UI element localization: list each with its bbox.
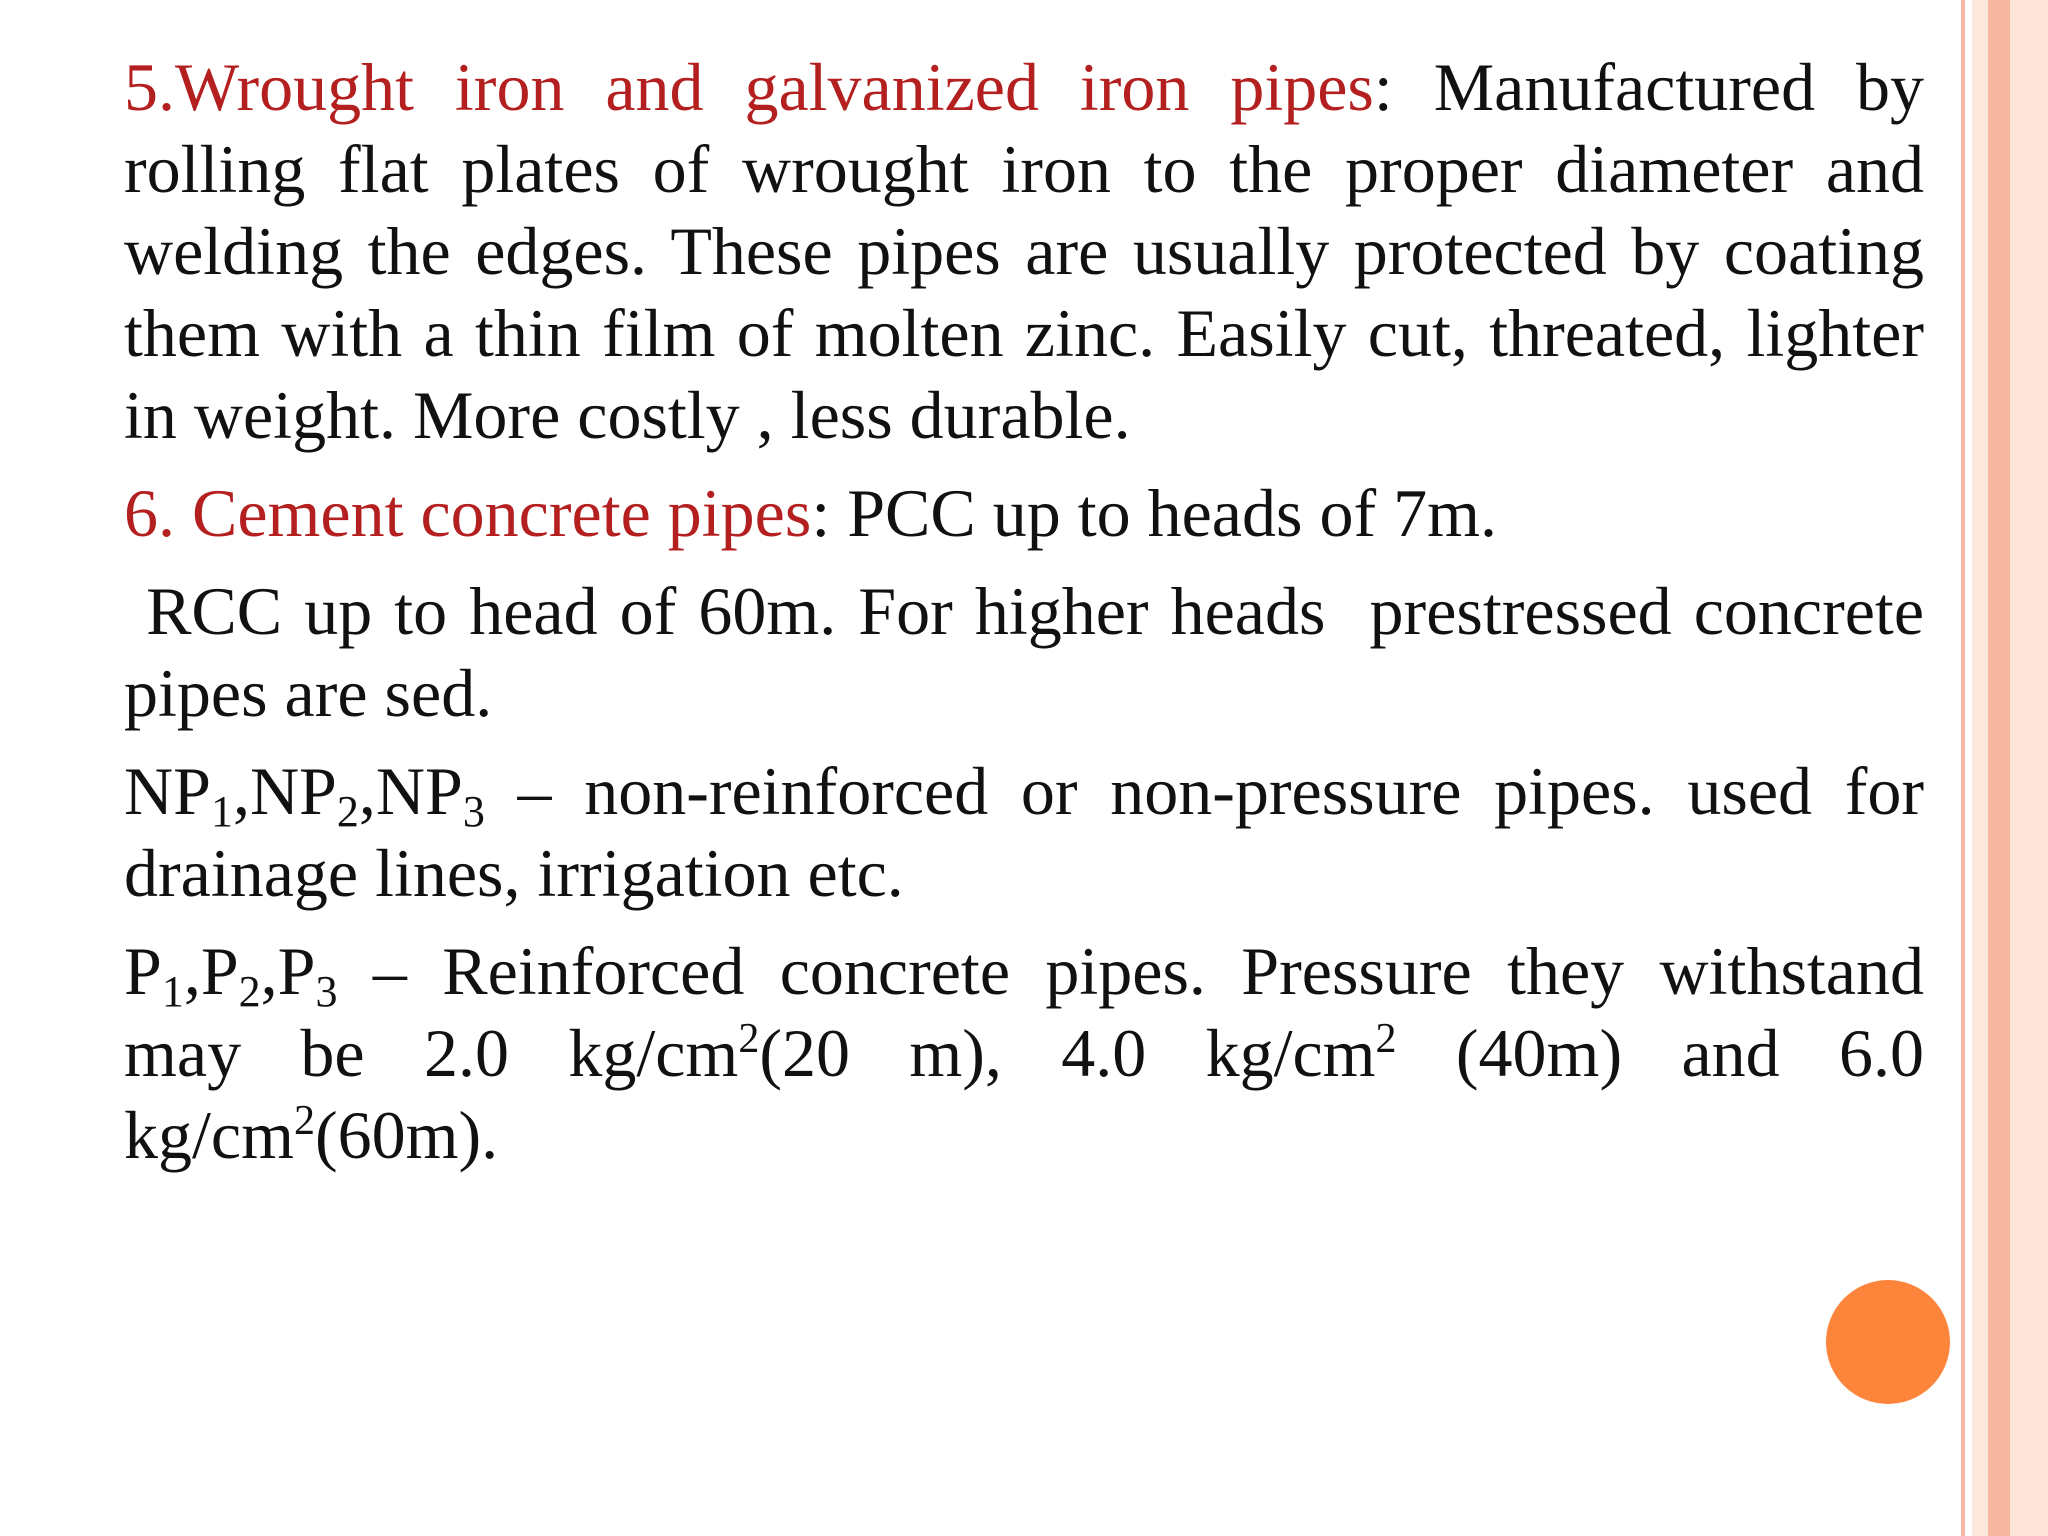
border-inner-line [1961,0,1965,1536]
body-cement-concrete: : PCC up to heads of 7m. [811,475,1497,551]
p-sub-2: 2 [238,967,261,1016]
p-sub-1: 1 [161,967,184,1016]
body-p-pipes-3: (40m) and 6.0 kg/cm [124,1015,1924,1173]
paragraph-cement-concrete [124,472,1924,554]
p-label: P [277,933,316,1009]
np-sub-2: 2 [336,787,359,836]
p-sub-3: 3 [315,967,338,1016]
np-label: NP [249,753,337,829]
p-sep-2: , [260,933,278,1009]
np-label: NP [124,753,211,829]
paragraph-np-pipes [124,750,1924,914]
orange-circle-decoration [1826,1280,1950,1404]
border-edge [2010,0,2048,1536]
superscript-2: 2 [293,1098,315,1144]
border-outer-line [1988,0,2010,1536]
paragraph-p-pipes [124,930,1924,1176]
np-sub-3: 3 [462,787,485,836]
paragraph-wrought-iron [124,46,1924,456]
body-rcc: RCC up to head of 60m. For higher heads prestressed concrete pipes are sed. [124,573,1941,731]
border-band [1972,0,1988,1536]
paragraph-rcc [124,570,1941,734]
p-sep-1: , [183,933,201,1009]
body-wrought-iron: : Manufactured by rolling flat plates of wrought iron to the proper diameter and welding the edges. These pipes are usually protected by coating them with a thin film of molten zinc. Easily cut, threated, lighter in weight. More costly , less durable. [124,49,1924,453]
body-np-pipes: – non-reinforced or non-pressure pipes. used for drainage lines, irrigation etc. [124,753,1924,911]
superscript-2: 2 [738,1016,760,1062]
body-p-pipes-4: (60m). [314,1097,499,1173]
body-p-pipes-2: (20 m), 4.0 kg/cm [759,1015,1376,1091]
np-sub-1: 1 [210,787,233,836]
np-sep-2: , [358,753,376,829]
heading-wrought-iron: 5.Wrought iron and galvanized iron pipes [124,49,1374,125]
np-sep-1: , [232,753,250,829]
p-label: P [124,933,162,1009]
superscript-2: 2 [1375,1016,1397,1062]
body-p-pipes-1: – Reinforced concrete pipes. Pressure they withstand may be 2.0 kg/cm [124,933,1924,1091]
heading-cement-concrete: 6. Cement concrete pipes [124,475,812,551]
slide-content [124,46,1941,1192]
p-label: P [200,933,239,1009]
np-label: NP [375,753,463,829]
